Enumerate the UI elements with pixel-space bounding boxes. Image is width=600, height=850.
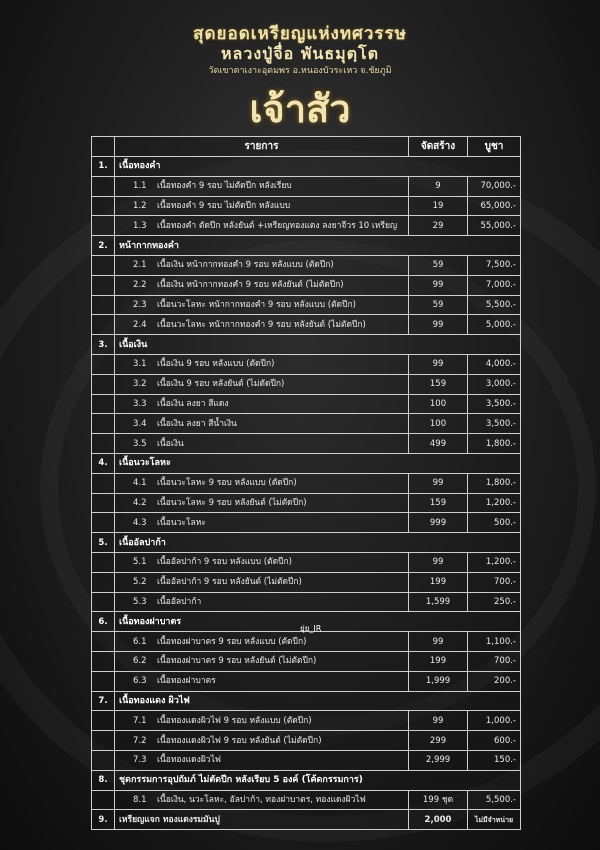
item-number: 7.1 <box>133 715 147 726</box>
item-cell <box>115 374 409 394</box>
item-qty: 2,999 <box>409 750 468 770</box>
item-price: 1,800.- <box>468 434 521 454</box>
item-cell <box>115 513 409 533</box>
row-spacer-cell <box>92 176 115 196</box>
item-label: เนื้ออัลปาก้า <box>157 596 202 607</box>
category-name: เนื้อทองแดง ผิวไฟ <box>115 691 521 711</box>
item-price: 1,100.- <box>468 632 521 652</box>
row-spacer-cell <box>92 295 115 315</box>
item-number: 6.3 <box>133 676 147 687</box>
item-number: 4.3 <box>133 517 147 528</box>
item-qty: 199 <box>409 651 468 671</box>
item-cell <box>115 632 409 652</box>
table-row <box>92 196 521 216</box>
item-number: 7.3 <box>133 755 147 766</box>
price-table <box>91 136 521 830</box>
header-title: สุดยอดเหรียญแห่งทศวรรษ <box>193 24 407 44</box>
item-qty: 99 <box>409 275 468 295</box>
row-spacer-cell <box>92 354 115 374</box>
item-label: เนื้ออัลปาก้า 9 รอบ หลังแบบ (ตัดปีก) <box>157 557 292 568</box>
item-qty: 499 <box>409 434 468 454</box>
item-qty: 59 <box>409 295 468 315</box>
item-label: เนื้อทองคำ 9 รอบ ไม่ตัดปีก หลังเรียบ <box>157 181 292 192</box>
final-price: ไม่มีจำหน่าย <box>468 810 521 830</box>
item-number: 8.1 <box>133 794 147 805</box>
item-qty: 29 <box>409 216 468 236</box>
item-price: 150.- <box>468 750 521 770</box>
item-label: เนื้อนวะโลหะ <box>157 517 206 528</box>
row-spacer-cell <box>92 374 115 394</box>
item-number: 2.4 <box>133 319 147 330</box>
item-qty: 1,999 <box>409 671 468 691</box>
table-row <box>92 790 521 810</box>
category-name: เนื้อเงิน <box>115 335 521 355</box>
row-spacer-cell <box>92 216 115 236</box>
item-price: 65,000.- <box>468 196 521 216</box>
row-spacer-cell <box>92 394 115 414</box>
table-header-row <box>92 137 521 157</box>
item-qty: 159 <box>409 374 468 394</box>
table-row <box>92 572 521 592</box>
row-spacer-cell <box>92 671 115 691</box>
item-cell <box>115 216 409 236</box>
row-spacer-cell <box>92 196 115 216</box>
item-price: 55,000.- <box>468 216 521 236</box>
item-qty: 299 <box>409 731 468 751</box>
item-qty: 99 <box>409 315 468 335</box>
row-spacer-cell <box>92 315 115 335</box>
item-price: 600.- <box>468 731 521 751</box>
table-row <box>92 552 521 572</box>
category-row <box>92 453 521 473</box>
item-price: 1,800.- <box>468 473 521 493</box>
table-row <box>92 434 521 454</box>
item-cell <box>115 255 409 275</box>
item-qty: 99 <box>409 711 468 731</box>
row-spacer-cell <box>92 552 115 572</box>
item-label: เนื้อเงิน 9 รอบ หลังแบบ (ตัดปีก) <box>157 359 275 370</box>
item-price: 200.- <box>468 671 521 691</box>
item-cell <box>115 651 409 671</box>
row-spacer-cell <box>92 473 115 493</box>
table-row <box>92 176 521 196</box>
category-row <box>92 533 521 553</box>
final-qty: 2,000 <box>409 810 468 830</box>
item-cell <box>115 592 409 612</box>
item-price: 1,200.- <box>468 552 521 572</box>
item-cell <box>115 196 409 216</box>
item-cell <box>115 315 409 335</box>
final-number: 9. <box>92 810 115 830</box>
item-qty: 100 <box>409 414 468 434</box>
item-price: 4,000.- <box>468 354 521 374</box>
item-label: เนื้อเงิน ลงยา สีแดง <box>157 398 229 409</box>
item-qty: 99 <box>409 632 468 652</box>
category-name: เนื้ออัลปาก้า <box>115 533 521 553</box>
item-qty: 99 <box>409 473 468 493</box>
item-number: 5.1 <box>133 557 147 568</box>
category-name: หน้ากากทองคำ <box>115 236 521 256</box>
item-cell <box>115 711 409 731</box>
category-number: 5. <box>92 533 115 553</box>
item-cell <box>115 572 409 592</box>
item-cell <box>115 671 409 691</box>
item-number: 1.2 <box>133 200 147 211</box>
item-number: 3.3 <box>133 398 147 409</box>
item-cell <box>115 790 409 810</box>
item-price: 250.- <box>468 592 521 612</box>
table-row-final <box>92 810 521 830</box>
temple-subtitle: วัดเขาตาเงาะอุดมพร อ.หนองบัวระเหว จ.ชัยภูมิ <box>208 66 392 76</box>
item-label: เนื้อเงิน หน้ากากทองคำ 9 รอบ หลังยันต์ (ไม่ตัดปีก) <box>157 280 344 291</box>
item-number: 2.2 <box>133 280 147 291</box>
item-price: 700.- <box>468 651 521 671</box>
item-qty: 99 <box>409 354 468 374</box>
category-name: เนื้อทองฝาบาตร <box>115 612 521 632</box>
category-name: เนื้อนวะโลหะ <box>115 453 521 473</box>
row-spacer-cell <box>92 632 115 652</box>
item-label: เนื้อเงิน 9 รอบ หลังยันต์ (ไม่ตัดปีก) <box>157 379 285 390</box>
category-number: 6. <box>92 612 115 632</box>
monk-name: หลวงปู่จื่อ พันธมุตฺโต <box>220 44 380 63</box>
item-label: เนื้อนวะโลหะ หน้ากากทองคำ 9 รอบ หลังยันต์ (ไม่ตัดปีก) <box>157 319 366 330</box>
item-price: 5,500.- <box>468 790 521 810</box>
item-label: เนื้ออัลปาก้า 9 รอบ หลังยันต์ (ไม่ตัดปีก) <box>157 577 302 588</box>
category-number: 8. <box>92 770 115 790</box>
item-price: 7,000.- <box>468 275 521 295</box>
table-row <box>92 354 521 374</box>
item-cell <box>115 295 409 315</box>
table-row <box>92 493 521 513</box>
item-label: เนื้อทองแดงผิวไฟ <box>157 755 221 766</box>
item-cell <box>115 552 409 572</box>
table-row <box>92 216 521 236</box>
item-price: 500.- <box>468 513 521 533</box>
item-label: เนื้อทองคำ 9 รอบ ไม่ตัดปีก หลังแบบ <box>157 200 291 211</box>
item-number: 3.2 <box>133 379 147 390</box>
item-number: 6.1 <box>133 636 147 647</box>
item-cell <box>115 434 409 454</box>
item-number: 7.2 <box>133 735 147 746</box>
item-label: เนื้อเงิน หน้ากากทองคำ 9 รอบ หลังแบบ (ตัดปีก) <box>157 260 334 271</box>
table-row <box>92 374 521 394</box>
table-body <box>92 157 521 830</box>
table-row <box>92 473 521 493</box>
table-row <box>92 651 521 671</box>
coin-model-title: เจ้าสัว <box>249 86 351 131</box>
item-price: 70,000.- <box>468 176 521 196</box>
item-qty: 199 <box>409 572 468 592</box>
item-cell <box>115 750 409 770</box>
header-no-cell <box>92 137 115 157</box>
item-number: 2.3 <box>133 299 147 310</box>
table-row <box>92 275 521 295</box>
item-price: 5,500.- <box>468 295 521 315</box>
overlay-tag: ยุ่ย_IR <box>300 624 322 633</box>
row-spacer-cell <box>92 414 115 434</box>
row-spacer-cell <box>92 493 115 513</box>
row-spacer-cell <box>92 731 115 751</box>
item-label: เนื้อทองคำ ตัดปีก หลังยันต์ +เหรียญทองแดง ลงยาจีวร 10 เหรียญ <box>157 220 398 231</box>
item-cell <box>115 414 409 434</box>
item-qty: 999 <box>409 513 468 533</box>
item-cell <box>115 275 409 295</box>
row-spacer-cell <box>92 513 115 533</box>
item-qty: 59 <box>409 255 468 275</box>
final-label: เหรียญแจก ทองแดงรมมันปู <box>115 810 409 830</box>
item-qty: 199 ชุด <box>409 790 468 810</box>
item-number: 3.4 <box>133 418 147 429</box>
row-spacer-cell <box>92 592 115 612</box>
item-cell <box>115 731 409 751</box>
table-row <box>92 315 521 335</box>
item-qty: 99 <box>409 552 468 572</box>
row-spacer-cell <box>92 711 115 731</box>
row-spacer-cell <box>92 255 115 275</box>
category-row <box>92 770 521 790</box>
item-label: เนื้อเงิน <box>157 438 184 449</box>
row-spacer-cell <box>92 275 115 295</box>
item-number: 3.1 <box>133 359 147 370</box>
table-row <box>92 414 521 434</box>
table-row <box>92 255 521 275</box>
item-label: เนื้อทองฝาบาตร 9 รอบ หลังยันต์ (ไม่ตัดปีก) <box>157 656 317 667</box>
row-spacer-cell <box>92 572 115 592</box>
row-spacer-cell <box>92 651 115 671</box>
item-label: เนื้อเงิน, นวะโลหะ, อัลปาก้า, ทองฝาบาตร, ทองแดงผิวไฟ <box>157 794 366 805</box>
item-qty: 159 <box>409 493 468 513</box>
table-row <box>92 513 521 533</box>
category-number: 3. <box>92 335 115 355</box>
header-price: บูชา <box>468 137 521 157</box>
table-row <box>92 711 521 731</box>
item-qty: 9 <box>409 176 468 196</box>
category-name: ชุดกรรมการอุปถัมภ์ ไม่ตัดปีก หลังเรียบ 5 องค์ (โค้ดกรรมการ) <box>115 770 521 790</box>
item-label: เนื้อนวะโลหะ หน้ากากทองคำ 9 รอบ หลังแบบ (ตัดปีก) <box>157 299 356 310</box>
category-number: 1. <box>92 157 115 177</box>
table-row <box>92 394 521 414</box>
item-label: เนื้อทองแดงผิวไฟ 9 รอบ หลังแบบ (ตัดปีก) <box>157 715 312 726</box>
table-row <box>92 671 521 691</box>
category-row <box>92 335 521 355</box>
item-number: 2.1 <box>133 260 147 271</box>
item-price: 3,500.- <box>468 414 521 434</box>
row-spacer-cell <box>92 750 115 770</box>
item-number: 5.2 <box>133 577 147 588</box>
category-row <box>92 236 521 256</box>
item-qty: 19 <box>409 196 468 216</box>
item-price: 1,000.- <box>468 711 521 731</box>
header-item: รายการ <box>115 137 409 157</box>
category-name: เนื้อทองคำ <box>115 157 521 177</box>
item-price: 3,500.- <box>468 394 521 414</box>
table-row <box>92 592 521 612</box>
category-row <box>92 157 521 177</box>
item-price: 5,000.- <box>468 315 521 335</box>
item-price: 3,000.- <box>468 374 521 394</box>
table-row <box>92 731 521 751</box>
row-spacer-cell <box>92 790 115 810</box>
item-price: 7,500.- <box>468 255 521 275</box>
item-price: 700.- <box>468 572 521 592</box>
item-number: 6.2 <box>133 656 147 667</box>
item-label: เนื้อเงิน ลงยา สีน้ำเงิน <box>157 418 237 429</box>
item-cell <box>115 394 409 414</box>
item-label: เนื้อนวะโลหะ 9 รอบ หลังแบบ (ตัดปีก) <box>157 478 297 489</box>
item-number: 1.1 <box>133 181 147 192</box>
category-number: 2. <box>92 236 115 256</box>
item-cell <box>115 493 409 513</box>
item-label: เนื้อทองฝาบาตร 9 รอบ หลังแบบ (ตัดปีก) <box>157 636 307 647</box>
category-row <box>92 691 521 711</box>
item-number: 4.2 <box>133 497 147 508</box>
item-cell <box>115 473 409 493</box>
item-label: เนื้อทองแดงผิวไฟ 9 รอบ หลังยันต์ (ไม่ตัดปีก) <box>157 735 322 746</box>
item-label: เนื้อนวะโลหะ 9 รอบ หลังยันต์ (ไม่ตัดปีก) <box>157 497 307 508</box>
item-qty: 100 <box>409 394 468 414</box>
row-spacer-cell <box>92 434 115 454</box>
item-price: 1,200.- <box>468 493 521 513</box>
item-number: 5.3 <box>133 596 147 607</box>
table-row <box>92 295 521 315</box>
item-qty: 1,599 <box>409 592 468 612</box>
item-number: 1.3 <box>133 220 147 231</box>
category-number: 4. <box>92 453 115 473</box>
item-cell <box>115 354 409 374</box>
table-row <box>92 750 521 770</box>
header-qty: จัดสร้าง <box>409 137 468 157</box>
item-number: 4.1 <box>133 478 147 489</box>
item-label: เนื้อทองฝาบาตร <box>157 676 216 687</box>
item-number: 3.5 <box>133 438 147 449</box>
header <box>0 0 600 132</box>
item-cell <box>115 176 409 196</box>
category-number: 7. <box>92 691 115 711</box>
